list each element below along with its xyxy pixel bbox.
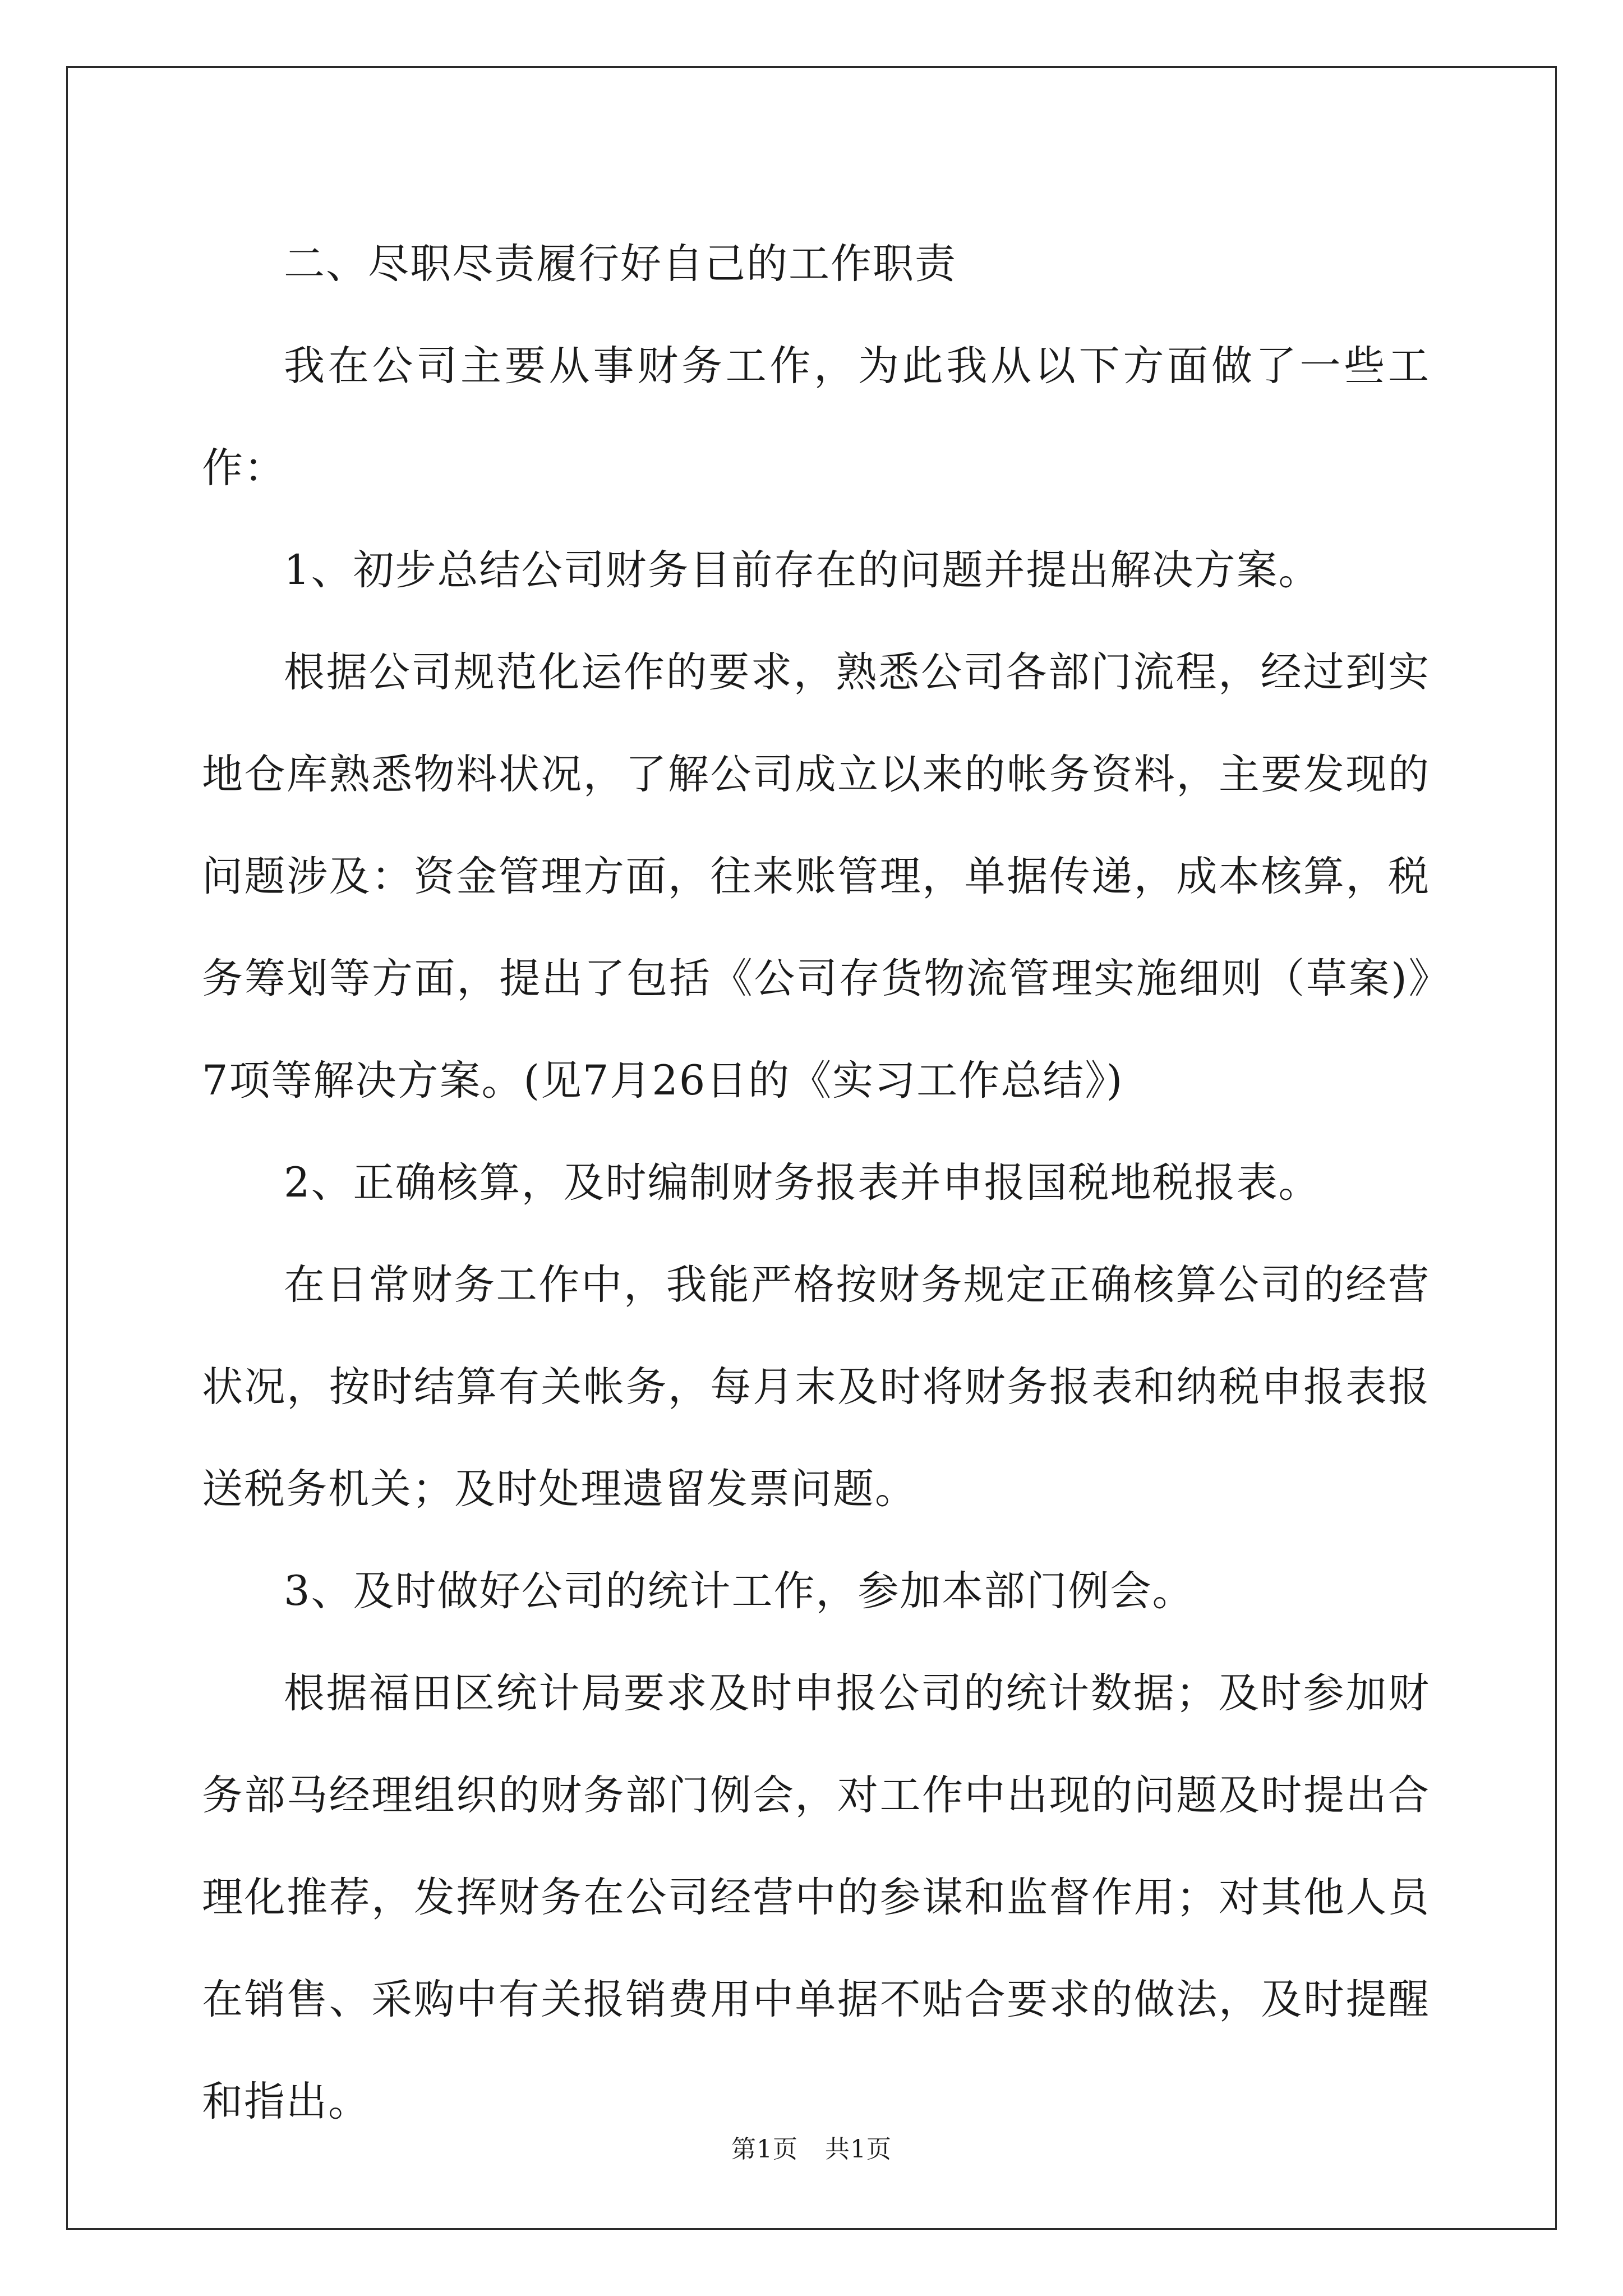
- item-2-heading: 2、正确核算，及时编制财务报表并申报国税地税报表。: [284, 1159, 1321, 1207]
- item-3-body: 根据福田区统计局要求及时申报公司的统计数据；及时参加财务部马经理组织的财务部门例会，对工作中出现的问题及时提出合理化推荐，发挥财务在公司经营中的参谋和监督作用；对其他人员在销售、采购中有关报销费用中单据不贴合要求的做法，及时提醒和指出。: [202, 1669, 1430, 2125]
- page-number-current: 第1页: [731, 2135, 798, 2164]
- intro-paragraph: 我在公司主要从事财务工作，为此我从以下方面做了一些工作：: [202, 342, 1430, 492]
- section-heading: 二、尽职尽责履行好自己的工作职责: [284, 240, 957, 288]
- page-footer: [0, 2133, 1623, 2166]
- item-1-heading: 1、初步总结公司财务目前存在的问题并提出解决方案。: [284, 546, 1321, 594]
- item-3-heading: 3、及时做好公司的统计工作，参加本部门例会。: [284, 1567, 1195, 1615]
- item-2-body: 在日常财务工作中，我能严格按财务规定正确核算公司的经营状况，按时结算有关帐务，每月末及时将财务报表和纳税申报表报送税务机关；及时处理遗留发票问题。: [202, 1261, 1430, 1513]
- item-1-body: 根据公司规范化运作的要求，熟悉公司各部门流程，经过到实地仓库熟悉物料状况，了解公司成立以来的帐务资料，主要发现的问题涉及：资金管理方面，往来账管理，单据传递，成本核算，税务筹划等方面，提出了包括《公司存货物流管理实施细则（草案)》7项等解决方案。(见7月26日的《实习工作总结》): [202, 648, 1430, 1105]
- page-number-total: 共1页: [825, 2135, 892, 2164]
- document-body: [202, 213, 1430, 2153]
